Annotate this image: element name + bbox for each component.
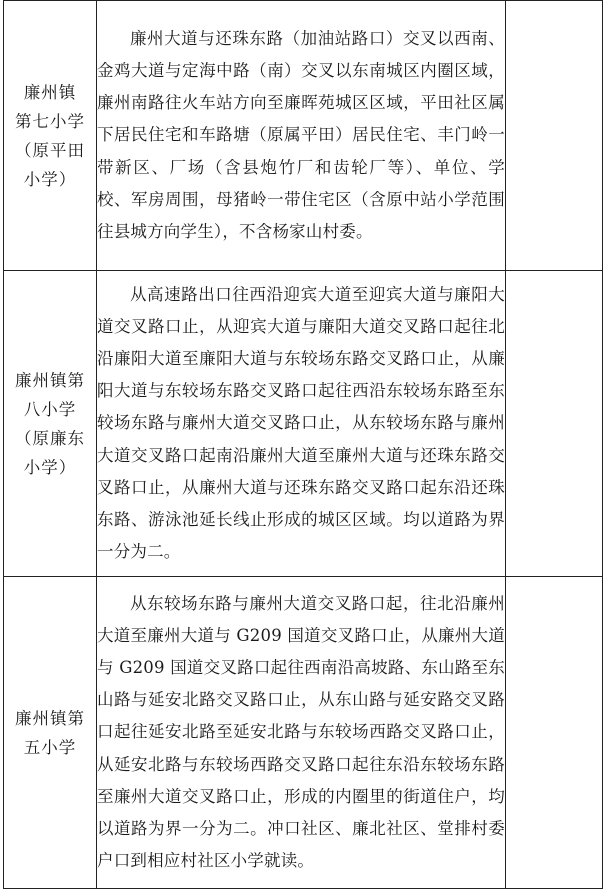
school-name-line: 廉州镇第 [15, 370, 85, 390]
school-name-cell [4, 1, 97, 271]
zone-description-cell [97, 1, 506, 271]
zone-description-text: 从东较场东路与廉州大道交叉路口起，往北沿廉州大道至廉州大道与 G209 国道交叉路口止，从廉州大道与 G209 国道交叉路口起往西南沿高坡路、东山路至东山路与延安北路交叉路口止，从东山路与延安路交叉路口起往延安北路至延安北路与东较场西路交叉路口止，从延安北路与东较场西路交叉路口起往东沿东较场东路至廉州大道交叉路口止，形成的内圈里的街道住户，均以道路为界一分为二。冲口社区、廉北社区、堂排村委户口到相应村社区小学就读。 [97, 593, 505, 871]
zone-description-cell [97, 577, 506, 889]
empty-remarks-cell [506, 577, 603, 889]
school-name-line: 第七小学 [15, 111, 85, 131]
school-name-line: 小学） [23, 169, 77, 189]
school-name-line: （原平田 [15, 140, 85, 160]
school-name-line: 小学） [23, 457, 77, 477]
school-name-cell [4, 271, 97, 577]
school-name-line: 廉州镇第 [15, 708, 85, 728]
school-name-line: 廉州镇 [23, 82, 77, 102]
zone-description-text: 从高速路出口往西沿迎宾大道至迎宾大道与廉阳大道交叉路口止，从迎宾大道与廉阳大道交叉路口起往北沿廉阳大道至廉阳大道与东较场东路交叉路口止，从廉阳大道与东较场东路交叉路口起往西沿东较场东路至东较场东路与廉州大道交叉路口止，从东较场东路与廉州大道交叉路口起南沿廉州大道至廉州大道与还珠东路交叉路口止，从廉州大道与还珠东路交叉路口起东沿还珠东路、游泳池延长线止形成的城区区域。均以道路为界一分为二。 [97, 284, 505, 562]
empty-remarks-cell [506, 271, 603, 577]
zone-description-text: 廉州大道与还珠东路（加油站路口）交叉以西南、金鸡大道与定海中路（南）交叉以东南城区内圈区域，廉州南路往火车站方向至廉晖苑城区区域，平田社区属下居民住宅和车路塘（原属平田）居民住宅、丰门岭一带新区、厂场（含县炮竹厂和齿轮厂等）、单位、学校、军房周围，母猪岭一带住宅区（含原中站小学范围往县城方向学生），不含杨家山村委。 [97, 28, 505, 241]
table-row [4, 577, 603, 889]
table-row [4, 1, 603, 271]
school-name-cell [4, 577, 97, 889]
empty-remarks-cell [506, 1, 603, 271]
school-zone-table [3, 0, 603, 889]
zone-description-cell [97, 271, 506, 577]
school-name-line: 五小学 [23, 737, 77, 757]
school-name-line: （原廉东 [15, 428, 85, 448]
table-row [4, 271, 603, 577]
school-name-line: 八小学 [23, 399, 77, 419]
